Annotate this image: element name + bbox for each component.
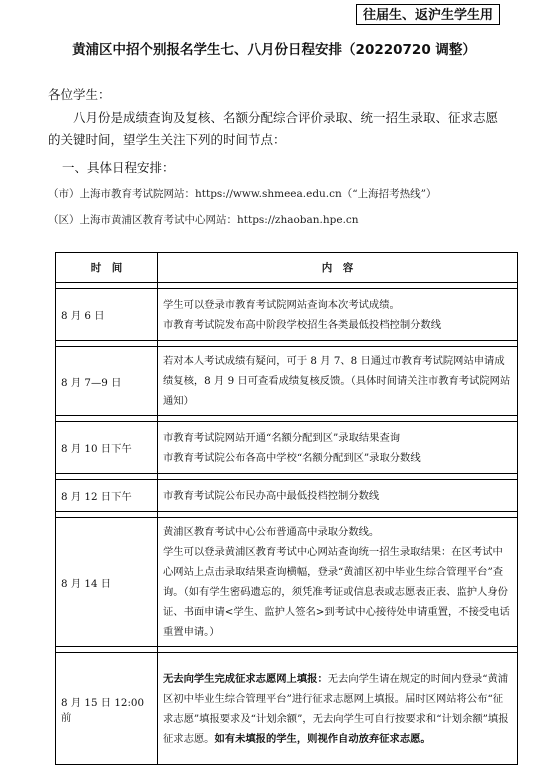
row-content (158, 422, 518, 474)
table-row (56, 422, 518, 474)
row-time: 8 月 7—9 日 (56, 347, 158, 416)
greeting: 各位学生： (48, 87, 111, 102)
table-row (56, 347, 518, 416)
page-title: 黄浦区中招个别报名学生七、八月份日程安排（20220720 调整） (72, 42, 476, 58)
bold-lead: 无去向学生完成征求志愿网上填报： (163, 672, 328, 685)
row-time: 8 月 12 日下午 (56, 480, 158, 512)
section-heading: 一、具体日程安排： (62, 160, 175, 175)
table-header-row (56, 253, 518, 283)
row-time: 8 月 6 日 (56, 289, 158, 341)
row-content (158, 289, 518, 341)
row-time: 8 月 14 日 (56, 518, 158, 647)
city-website-link[interactable]: （市）上海市教育考试院网站：https://www.shmeea.edu.cn（“上海招考热线”） (48, 188, 437, 200)
row-content (158, 653, 518, 765)
header-content: 内 容 (158, 253, 518, 283)
row-content (158, 347, 518, 416)
content-line: 若对本人考试成绩有疑问，可于 8 月 7、8 日通过市教育考试院网站申请成绩复核，8 月 9 日可查看成绩复核反馈。（具体时间请关注市教育考试院网站通知） (163, 355, 511, 407)
content-text: 无去向学生请在规定的时间内登录“黄浦区初中毕业生综合管理平台”进行征求志愿网上填报。届时区网站将公布“征求志愿”填报要求及“计划余额”，无去向学生可自行按要求和“计划余额”填报征求志愿。 (163, 672, 509, 745)
content-line: 市教育考试院公布民办高中最低投档控制分数线 (163, 489, 380, 502)
row-time: 8 月 10 日下午 (56, 422, 158, 474)
content-line: 学生可以登录黄浦区教育考试中心网站查询统一招生录取结果：在区考试中心网站上点击录取结果查询横幅，登录“黄浦区初中毕业生综合管理平台”查询。（如有学生密码遗忘的，须凭准考证或信息表或志愿表正表、监护人身份证、书面申请<学生、监护人签名>到考试中心接待处申请重置，不接受电话重置申请。） (163, 546, 510, 638)
header-time: 时 间 (56, 253, 158, 283)
content-line: 黄浦区教育考试中心公布普通高中录取分数线。 (163, 526, 380, 538)
schedule-table (55, 252, 518, 765)
content-line: 学生可以登录市教育考试院网站查询本次考试成绩。 (163, 298, 400, 311)
intro-paragraph: 八月份是成绩查询及复核、名额分配综合评价录取、统一招生录取、征求志愿的关键时间，望学生关注下列的时间节点： (48, 110, 499, 147)
bold-tail: 如有未填报的学生，则视作自动放弃征求志愿。 (214, 732, 431, 745)
content-paragraph (163, 669, 511, 749)
content-line: 市教育考试院发布高中阶段学校招生各类最低投档控制分数线 (163, 318, 442, 331)
row-content (158, 480, 518, 512)
table-row (56, 653, 518, 765)
table-row (56, 480, 518, 512)
content-line: 市教育考试院网站开通“名额分配到区”录取结果查询 (163, 431, 401, 444)
table-row (56, 518, 518, 647)
audience-tag: 往届生、返沪生学生用 (356, 4, 500, 25)
row-time: 8 月 15 日 12:00 前 (56, 653, 158, 765)
table-row (56, 289, 518, 341)
row-content (158, 518, 518, 647)
content-line: 市教育考试院公布各高中学校“名额分配到区”录取分数线 (163, 451, 421, 464)
district-website-link[interactable]: （区）上海市黄浦区教育考试中心网站：https://zhaoban.hpe.cn (48, 214, 359, 226)
